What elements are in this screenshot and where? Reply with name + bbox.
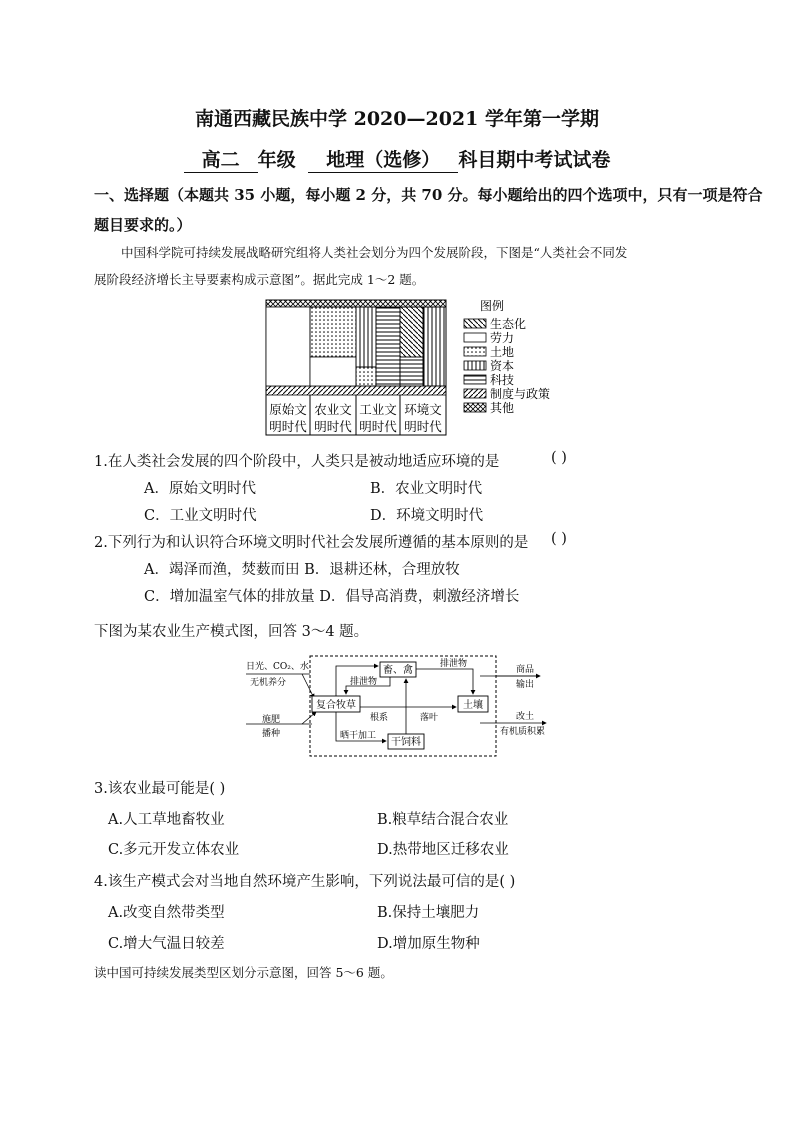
- q4-option-d: D.增加原生物种: [377, 936, 480, 952]
- q4-option-a: A.改变自然带类型: [108, 905, 225, 921]
- q3-option-c: C.多元开发立体农业: [108, 842, 240, 858]
- q2-answer-paren: ( ): [551, 531, 567, 547]
- box-livestock: 畜、禽: [383, 665, 413, 676]
- input1-line2: 无机养分: [250, 678, 287, 688]
- intro3-text: 读中国可持续发展类型区划分示意图，回答 5～6 题。: [94, 965, 393, 980]
- era-label-3a: 工业文: [359, 402, 397, 417]
- q3-option-a: A.人工草地畜牧业: [108, 812, 225, 828]
- box-compound-grass: 复合牧草: [316, 700, 356, 711]
- legend-item-land: 土地: [490, 345, 515, 359]
- q4-option-b: B.保持土壤肥力: [377, 905, 480, 921]
- q1-stem: 1.在人类社会发展的四个阶段中，人类只是被动地适应环境的是: [94, 454, 500, 470]
- output1-line1: 商品: [516, 665, 535, 675]
- subject-suffix: 科目期中考试试卷: [458, 149, 611, 171]
- q1-option-a: A．原始文明时代: [144, 481, 256, 497]
- legend-item-other: 其他: [490, 401, 515, 415]
- exam-subtitle: [0, 145, 794, 173]
- q1-option-c: C．工业文明时代: [144, 508, 257, 524]
- box-dry-feed: 干饲料: [391, 737, 421, 748]
- q2-stem: 2.下列行为和认识符合环境文明时代社会发展所遵循的基本原则的是: [94, 535, 529, 551]
- q2-options-ab: A．竭泽而渔，焚薮而田 B．退耕还林，合理放牧: [144, 562, 460, 578]
- q1-option-b: B．农业文明时代: [370, 481, 483, 497]
- label-excreta-top: 排泄物: [440, 659, 468, 669]
- input1-line1: 日光、CO₂、水: [246, 662, 309, 672]
- era-label-1a: 原始文: [269, 402, 307, 417]
- grade-suffix: 年级: [257, 149, 296, 171]
- q3-option-d: D.热带地区迁移农业: [377, 842, 509, 858]
- output2-line2: 有机质积累: [500, 727, 546, 737]
- subject-field: 地理（选修）: [308, 145, 458, 173]
- q1-option-d: D．环境文明时代: [370, 508, 484, 524]
- era-label-4b: 明时代: [404, 419, 442, 434]
- era-label-2b: 明时代: [314, 419, 352, 434]
- q2-options-cd: C．增加温室气体的排放量 D．倡导高消费，刺激经济增长: [144, 589, 520, 605]
- label-roots: 根系: [370, 713, 389, 723]
- agriculture-model-diagram: [240, 652, 560, 762]
- box-soil: 土壤: [463, 700, 483, 711]
- legend-title: 图例: [480, 299, 505, 313]
- intro2-text: 下图为某农业生产模式图，回答 3～4 题。: [94, 624, 369, 640]
- growth-factor-diagram: [258, 294, 568, 444]
- q3-stem: 3.该农业最可能是( ): [94, 781, 226, 797]
- label-drying: 晒干加工: [340, 731, 377, 741]
- era-label-1b: 明时代: [269, 419, 307, 434]
- legend-item-labor: 劳力: [490, 331, 515, 345]
- output1-line2: 输出: [516, 680, 535, 690]
- era-label-4a: 环境文: [404, 402, 442, 417]
- intro1-line1: 中国科学院可持续发展战略研究组将人类社会划分为四个发展阶段，下图是“人类社会不同发: [121, 245, 628, 260]
- label-fallen-leaves: 落叶: [420, 713, 439, 723]
- section-heading-line2: 题目要求的。）: [94, 216, 192, 234]
- legend-item-policy: 制度与政策: [490, 387, 551, 401]
- section-heading-line1: 一、选择题（本题共 35 小题，每小题 2 分，共 70 分。每小题给出的四个选项中，只有一项是符合: [94, 186, 763, 204]
- q4-stem: 4.该生产模式会对当地自然环境产生影响，下列说法最可信的是( ): [94, 874, 516, 890]
- q4-option-c: C.增大气温日较差: [108, 936, 225, 952]
- legend: [464, 316, 550, 415]
- input2-line1: 施肥: [262, 715, 281, 725]
- era-label-3b: 明时代: [359, 419, 397, 434]
- intro1-line2: 展阶段经济增长主导要素构成示意图”。据此完成 1～2 题。: [94, 272, 425, 287]
- legend-item-ecology: 生态化: [490, 317, 527, 331]
- q3-option-b: B.粮草结合混合农业: [377, 812, 509, 828]
- era-label-2a: 农业文: [314, 402, 352, 417]
- legend-item-capital: 资本: [490, 359, 515, 373]
- exam-title: 南通西藏民族中学 2020—2021 学年第一学期: [195, 108, 599, 130]
- q1-answer-paren: ( ): [551, 450, 567, 466]
- label-excreta-mid: 排泄物: [350, 677, 378, 687]
- output2-line1: 改土: [516, 712, 535, 722]
- grade-field: 高二: [184, 145, 258, 173]
- input2-line2: 播种: [262, 729, 281, 739]
- legend-item-technology: 科技: [490, 373, 515, 387]
